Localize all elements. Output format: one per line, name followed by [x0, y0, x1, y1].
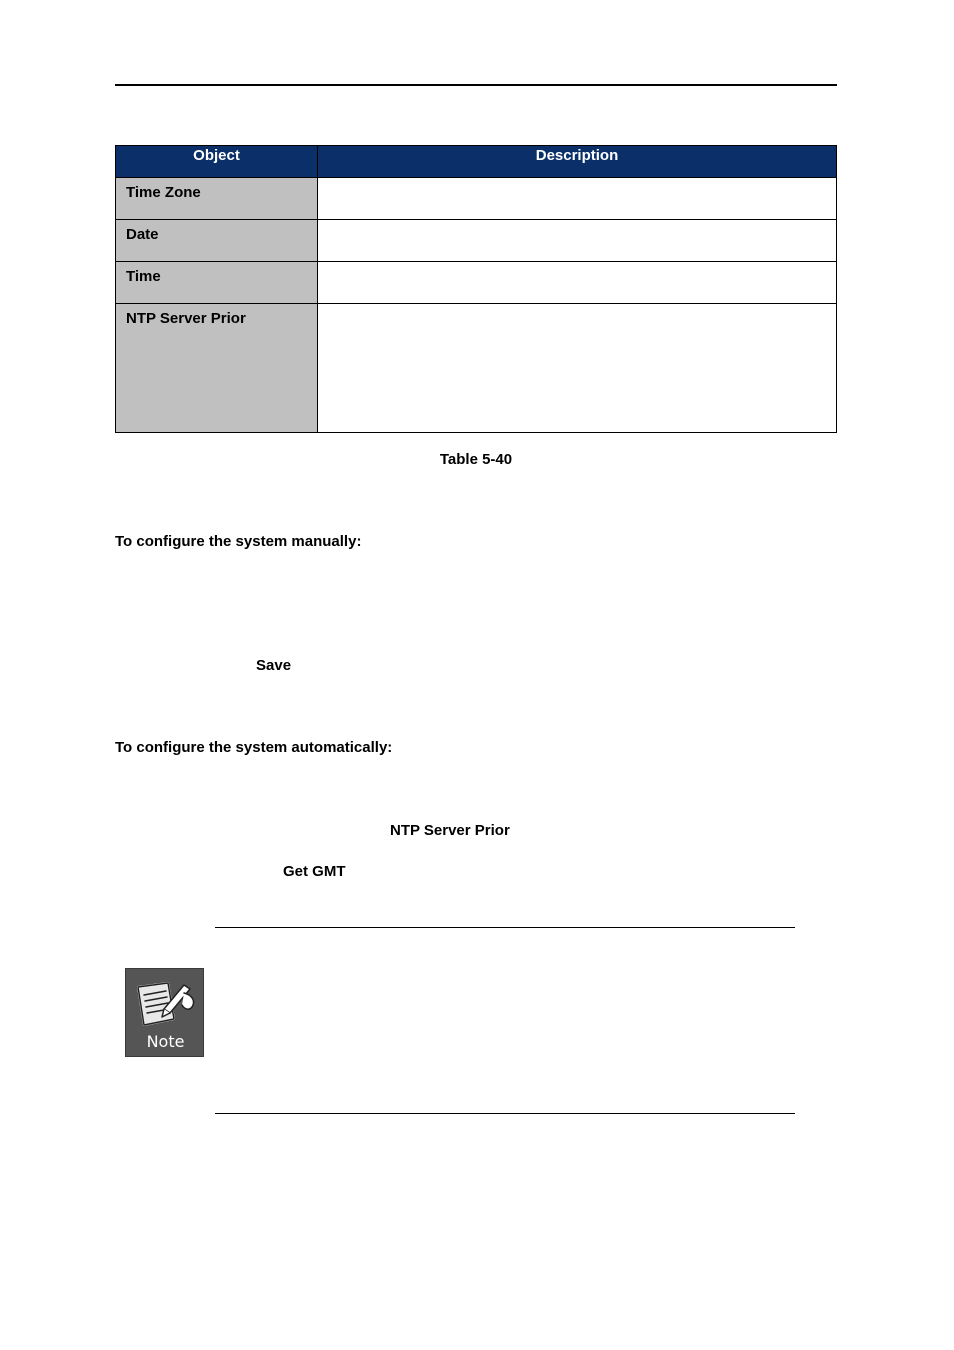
table-caption: Table 5-40 — [439, 451, 513, 468]
table-row — [116, 178, 837, 220]
note-icon — [125, 968, 204, 1057]
object-description-table — [115, 145, 837, 433]
description-column-header: Description — [318, 146, 837, 178]
table-row — [116, 304, 837, 433]
table-row — [116, 262, 837, 304]
object-cell-ntp-server-prior: NTP Server Prior — [116, 304, 318, 433]
table-header-row — [116, 146, 837, 178]
table-row — [116, 220, 837, 262]
description-cell-time-zone — [318, 178, 837, 220]
manual-config-heading: To configure the system manually: — [115, 533, 362, 550]
description-cell-time — [318, 262, 837, 304]
ntp-server-prior-reference: NTP Server Prior — [390, 822, 510, 839]
header-rule — [115, 84, 837, 86]
description-cell-date — [318, 220, 837, 262]
object-cell-date: Date — [116, 220, 318, 262]
get-gmt-reference: Get GMT — [283, 863, 346, 880]
object-cell-time-zone: Time Zone — [116, 178, 318, 220]
note-label: Note — [146, 1032, 185, 1051]
note-bottom-rule — [215, 1113, 795, 1114]
automatic-config-heading: To configure the system automatically: — [115, 739, 393, 756]
object-column-header: Object — [116, 146, 318, 178]
object-cell-time: Time — [116, 262, 318, 304]
note-pad-pen-icon — [134, 979, 198, 1031]
description-cell-ntp-server-prior — [318, 304, 837, 433]
note-top-rule — [215, 927, 795, 928]
save-button-reference: Save — [256, 657, 292, 674]
